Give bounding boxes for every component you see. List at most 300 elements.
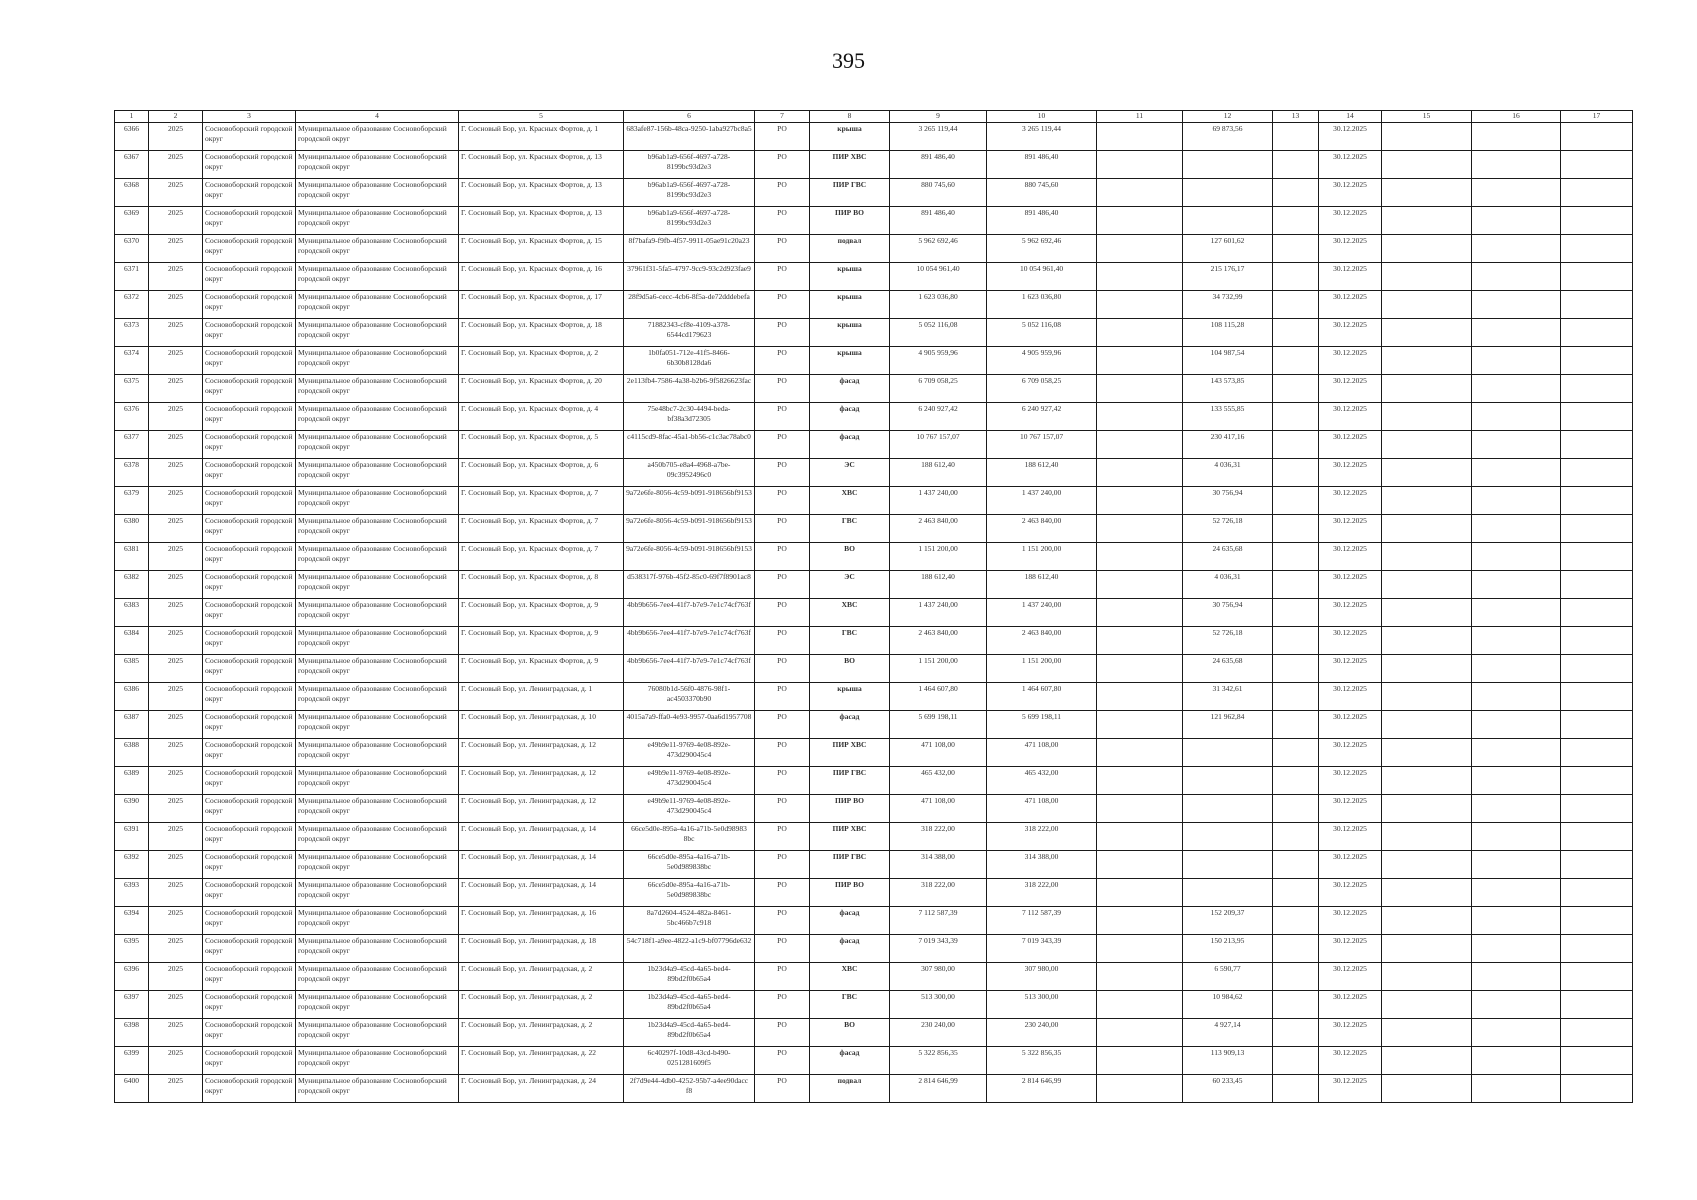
cost-cell: 7 112 587,39 — [890, 907, 987, 935]
column-15-cell — [1382, 207, 1472, 235]
address-cell: Г. Сосновый Бор, ул. Красных Фортов, д. 9 — [459, 627, 624, 655]
table-row — [115, 823, 1633, 851]
row-number-cell: 6372 — [115, 291, 149, 319]
date-cell: 30.12.2025 — [1319, 711, 1382, 739]
date-cell: 30.12.2025 — [1319, 851, 1382, 879]
district-cell: Сосновоборский городской округ — [203, 907, 296, 935]
table-row — [115, 935, 1633, 963]
work-type-cell: фасад — [810, 375, 890, 403]
date-cell: 30.12.2025 — [1319, 403, 1382, 431]
column-15-cell — [1382, 347, 1472, 375]
work-type-cell: ПИР ГВС — [810, 179, 890, 207]
year-cell: 2025 — [149, 1075, 203, 1103]
column-11-cell — [1097, 599, 1183, 627]
date-cell: 30.12.2025 — [1319, 543, 1382, 571]
year-cell: 2025 — [149, 627, 203, 655]
table-row — [115, 319, 1633, 347]
column-11-cell — [1097, 347, 1183, 375]
fund-cell: РО — [755, 319, 810, 347]
work-type-cell: ЭС — [810, 571, 890, 599]
cost-cell: 3 265 119,44 — [890, 123, 987, 151]
column-15-cell — [1382, 739, 1472, 767]
row-number-cell: 6368 — [115, 179, 149, 207]
municipality-cell: Муниципальное образование Сосновоборский городской округ — [296, 487, 459, 515]
house-guid-cell: 1b23d4a9-45cd-4a65-bed4-89bd2f0b65a4 — [624, 963, 755, 991]
municipality-cell: Муниципальное образование Сосновоборский городской округ — [296, 879, 459, 907]
table-row — [115, 795, 1633, 823]
column-16-cell — [1472, 1019, 1561, 1047]
address-cell: Г. Сосновый Бор, ул. Ленинградская, д. 1 — [459, 683, 624, 711]
year-cell: 2025 — [149, 515, 203, 543]
address-cell: Г. Сосновый Бор, ул. Красных Фортов, д. 13 — [459, 207, 624, 235]
column-11-cell — [1097, 935, 1183, 963]
work-type-cell: ПИР ХВС — [810, 739, 890, 767]
column-13-cell — [1273, 543, 1319, 571]
work-type-cell: фасад — [810, 403, 890, 431]
column-17-cell — [1561, 907, 1633, 935]
work-type-cell: ВО — [810, 1019, 890, 1047]
cost-cell: 7 019 343,39 — [890, 935, 987, 963]
column-17-cell — [1561, 879, 1633, 907]
cost-total-cell: 3 265 119,44 — [987, 123, 1097, 151]
municipality-cell: Муниципальное образование Сосновоборский городской округ — [296, 1075, 459, 1103]
fund-cell: РО — [755, 459, 810, 487]
column-15-cell — [1382, 711, 1472, 739]
row-number-cell: 6400 — [115, 1075, 149, 1103]
column-17-cell — [1561, 151, 1633, 179]
fund-cell: РО — [755, 1075, 810, 1103]
municipality-cell: Муниципальное образование Сосновоборский городской округ — [296, 767, 459, 795]
address-cell: Г. Сосновый Бор, ул. Красных Фортов, д. 7 — [459, 515, 624, 543]
column-11-cell — [1097, 375, 1183, 403]
district-cell: Сосновоборский городской округ — [203, 1047, 296, 1075]
fund-cell: РО — [755, 1047, 810, 1075]
municipality-cell: Муниципальное образование Сосновоборский городской округ — [296, 683, 459, 711]
date-cell: 30.12.2025 — [1319, 431, 1382, 459]
address-cell: Г. Сосновый Бор, ул. Ленинградская, д. 14 — [459, 823, 624, 851]
address-cell: Г. Сосновый Бор, ул. Красных Фортов, д. 17 — [459, 291, 624, 319]
column-15-cell — [1382, 599, 1472, 627]
column-15-cell — [1382, 515, 1472, 543]
column-17-cell — [1561, 319, 1633, 347]
address-cell: Г. Сосновый Бор, ул. Ленинградская, д. 24 — [459, 1075, 624, 1103]
year-cell: 2025 — [149, 935, 203, 963]
date-cell: 30.12.2025 — [1319, 767, 1382, 795]
municipality-cell: Муниципальное образование Сосновоборский городской округ — [296, 795, 459, 823]
cost-total-cell: 471 108,00 — [987, 795, 1097, 823]
column-11-cell — [1097, 179, 1183, 207]
work-type-cell: ПИР ВО — [810, 795, 890, 823]
date-cell: 30.12.2025 — [1319, 739, 1382, 767]
column-13-cell — [1273, 627, 1319, 655]
column-17-cell — [1561, 655, 1633, 683]
column-12-cell: 69 873,56 — [1183, 123, 1273, 151]
district-cell: Сосновоборский городской округ — [203, 991, 296, 1019]
house-guid-cell: 4bb9b656-7ee4-41f7-b7e9-7e1c74cf763f — [624, 627, 755, 655]
municipality-cell: Муниципальное образование Сосновоборский городской округ — [296, 263, 459, 291]
column-12-cell: 52 726,18 — [1183, 627, 1273, 655]
municipality-cell: Муниципальное образование Сосновоборский городской округ — [296, 599, 459, 627]
column-11-cell — [1097, 291, 1183, 319]
house-guid-cell: 4bb9b656-7ee4-41f7-b7e9-7e1c74cf763f — [624, 599, 755, 627]
column-number-3: 3 — [203, 111, 296, 123]
cost-total-cell: 880 745,60 — [987, 179, 1097, 207]
year-cell: 2025 — [149, 907, 203, 935]
column-13-cell — [1273, 1075, 1319, 1103]
year-cell: 2025 — [149, 851, 203, 879]
column-17-cell — [1561, 963, 1633, 991]
cost-total-cell: 314 388,00 — [987, 851, 1097, 879]
address-cell: Г. Сосновый Бор, ул. Красных Фортов, д. 16 — [459, 263, 624, 291]
row-number-cell: 6389 — [115, 767, 149, 795]
row-number-cell: 6380 — [115, 515, 149, 543]
fund-cell: РО — [755, 263, 810, 291]
column-16-cell — [1472, 235, 1561, 263]
column-13-cell — [1273, 515, 1319, 543]
column-13-cell — [1273, 571, 1319, 599]
cost-cell: 1 437 240,00 — [890, 599, 987, 627]
column-16-cell — [1472, 627, 1561, 655]
district-cell: Сосновоборский городской округ — [203, 431, 296, 459]
district-cell: Сосновоборский городской округ — [203, 319, 296, 347]
house-guid-cell: e49b9e11-9769-4e08-892e-473d290045c4 — [624, 767, 755, 795]
date-cell: 30.12.2025 — [1319, 627, 1382, 655]
year-cell: 2025 — [149, 151, 203, 179]
cost-total-cell: 5 052 116,08 — [987, 319, 1097, 347]
work-type-cell: ПИР ХВС — [810, 823, 890, 851]
fund-cell: РО — [755, 571, 810, 599]
fund-cell: РО — [755, 375, 810, 403]
column-15-cell — [1382, 655, 1472, 683]
house-guid-cell: 8f7bafa9-f9fb-4f57-9911-05ae91c20a23 — [624, 235, 755, 263]
municipality-cell: Муниципальное образование Сосновоборский городской округ — [296, 319, 459, 347]
date-cell: 30.12.2025 — [1319, 1075, 1382, 1103]
cost-total-cell: 5 699 198,11 — [987, 711, 1097, 739]
column-11-cell — [1097, 207, 1183, 235]
column-11-cell — [1097, 767, 1183, 795]
table-row — [115, 907, 1633, 935]
column-12-cell: 121 962,84 — [1183, 711, 1273, 739]
column-13-cell — [1273, 935, 1319, 963]
column-17-cell — [1561, 683, 1633, 711]
column-17-cell — [1561, 375, 1633, 403]
column-11-cell — [1097, 683, 1183, 711]
column-13-cell — [1273, 459, 1319, 487]
district-cell: Сосновоборский городской округ — [203, 935, 296, 963]
column-12-cell: 24 635,68 — [1183, 655, 1273, 683]
column-13-cell — [1273, 487, 1319, 515]
column-15-cell — [1382, 1075, 1472, 1103]
district-cell: Сосновоборский городской округ — [203, 879, 296, 907]
column-number-17: 17 — [1561, 111, 1633, 123]
municipality-cell: Муниципальное образование Сосновоборский городской округ — [296, 207, 459, 235]
work-type-cell: крыша — [810, 683, 890, 711]
address-cell: Г. Сосновый Бор, ул. Красных Фортов, д. 9 — [459, 599, 624, 627]
date-cell: 30.12.2025 — [1319, 795, 1382, 823]
fund-cell: РО — [755, 935, 810, 963]
cost-total-cell: 513 300,00 — [987, 991, 1097, 1019]
cost-total-cell: 5 962 692,46 — [987, 235, 1097, 263]
work-type-cell: ВО — [810, 543, 890, 571]
district-cell: Сосновоборский городской округ — [203, 767, 296, 795]
column-number-14: 14 — [1319, 111, 1382, 123]
cost-cell: 307 980,00 — [890, 963, 987, 991]
column-12-cell: 143 573,85 — [1183, 375, 1273, 403]
column-number-4: 4 — [296, 111, 459, 123]
year-cell: 2025 — [149, 963, 203, 991]
district-cell: Сосновоборский городской округ — [203, 823, 296, 851]
column-17-cell — [1561, 571, 1633, 599]
column-17-cell — [1561, 263, 1633, 291]
district-cell: Сосновоборский городской округ — [203, 543, 296, 571]
column-15-cell — [1382, 235, 1472, 263]
column-15-cell — [1382, 795, 1472, 823]
fund-cell: РО — [755, 991, 810, 1019]
page-number: 395 — [832, 48, 865, 73]
table-row — [115, 375, 1633, 403]
cost-total-cell: 471 108,00 — [987, 739, 1097, 767]
year-cell: 2025 — [149, 1019, 203, 1047]
column-17-cell — [1561, 935, 1633, 963]
column-16-cell — [1472, 571, 1561, 599]
column-11-cell — [1097, 991, 1183, 1019]
column-11-cell — [1097, 1019, 1183, 1047]
date-cell: 30.12.2025 — [1319, 823, 1382, 851]
column-number-6: 6 — [624, 111, 755, 123]
year-cell: 2025 — [149, 235, 203, 263]
house-guid-cell: 9a72e6fe-8056-4c59-b091-918656bf9153 — [624, 543, 755, 571]
work-type-cell: фасад — [810, 907, 890, 935]
municipality-cell: Муниципальное образование Сосновоборский городской округ — [296, 403, 459, 431]
row-number-cell: 6379 — [115, 487, 149, 515]
address-cell: Г. Сосновый Бор, ул. Ленинградская, д. 12 — [459, 795, 624, 823]
district-cell: Сосновоборский городской округ — [203, 711, 296, 739]
column-16-cell — [1472, 963, 1561, 991]
column-12-cell — [1183, 207, 1273, 235]
address-cell: Г. Сосновый Бор, ул. Красных Фортов, д. 7 — [459, 543, 624, 571]
house-guid-cell: 4015a7a9-ffa0-4e93-9957-0aa6d1957708 — [624, 711, 755, 739]
district-cell: Сосновоборский городской округ — [203, 1075, 296, 1103]
address-cell: Г. Сосновый Бор, ул. Красных Фортов, д. 6 — [459, 459, 624, 487]
district-cell: Сосновоборский городской округ — [203, 263, 296, 291]
cost-cell: 5 052 116,08 — [890, 319, 987, 347]
table-row — [115, 683, 1633, 711]
work-type-cell: ЭС — [810, 459, 890, 487]
column-12-cell — [1183, 879, 1273, 907]
column-15-cell — [1382, 431, 1472, 459]
column-15-cell — [1382, 935, 1472, 963]
fund-cell: РО — [755, 795, 810, 823]
work-type-cell: подвал — [810, 1075, 890, 1103]
date-cell: 30.12.2025 — [1319, 963, 1382, 991]
column-17-cell — [1561, 739, 1633, 767]
row-number-cell: 6377 — [115, 431, 149, 459]
work-type-cell: фасад — [810, 1047, 890, 1075]
column-16-cell — [1472, 515, 1561, 543]
year-cell: 2025 — [149, 431, 203, 459]
column-16-cell — [1472, 935, 1561, 963]
district-cell: Сосновоборский городской округ — [203, 963, 296, 991]
column-15-cell — [1382, 963, 1472, 991]
municipality-cell: Муниципальное образование Сосновоборский городской округ — [296, 739, 459, 767]
column-number-9: 9 — [890, 111, 987, 123]
house-guid-cell: 8a7d2604-4524-482a-8461-5bc466b7c918 — [624, 907, 755, 935]
row-number-cell: 6374 — [115, 347, 149, 375]
column-12-cell: 215 176,17 — [1183, 263, 1273, 291]
work-type-cell: ГВС — [810, 991, 890, 1019]
year-cell: 2025 — [149, 823, 203, 851]
column-12-cell: 152 209,37 — [1183, 907, 1273, 935]
row-number-cell: 6376 — [115, 403, 149, 431]
municipality-cell: Муниципальное образование Сосновоборский городской округ — [296, 291, 459, 319]
column-12-cell: 34 732,99 — [1183, 291, 1273, 319]
row-number-cell: 6369 — [115, 207, 149, 235]
fund-cell: РО — [755, 403, 810, 431]
column-17-cell — [1561, 599, 1633, 627]
municipality-cell: Муниципальное образование Сосновоборский городской округ — [296, 627, 459, 655]
house-guid-cell: 2f7d9e44-4db0-4252-95b7-a4ee90dacc f8 — [624, 1075, 755, 1103]
work-type-cell: крыша — [810, 319, 890, 347]
house-guid-cell: 1b0fa051-712e-41f5-8466-6b30b8128da6 — [624, 347, 755, 375]
column-12-cell: 4 036,31 — [1183, 459, 1273, 487]
row-number-cell: 6382 — [115, 571, 149, 599]
column-16-cell — [1472, 907, 1561, 935]
cost-cell: 5 962 692,46 — [890, 235, 987, 263]
cost-total-cell: 7 019 343,39 — [987, 935, 1097, 963]
fund-cell: РО — [755, 347, 810, 375]
cost-cell: 5 699 198,11 — [890, 711, 987, 739]
column-13-cell — [1273, 375, 1319, 403]
table-body — [115, 123, 1633, 1103]
municipality-cell: Муниципальное образование Сосновоборский городской округ — [296, 851, 459, 879]
cost-cell: 1 437 240,00 — [890, 487, 987, 515]
column-17-cell — [1561, 291, 1633, 319]
column-13-cell — [1273, 179, 1319, 207]
column-15-cell — [1382, 123, 1472, 151]
year-cell: 2025 — [149, 319, 203, 347]
column-11-cell — [1097, 963, 1183, 991]
column-16-cell — [1472, 1047, 1561, 1075]
column-number-12: 12 — [1183, 111, 1273, 123]
cost-total-cell: 230 240,00 — [987, 1019, 1097, 1047]
register-table — [114, 110, 1633, 1103]
cost-cell: 10 054 961,40 — [890, 263, 987, 291]
column-number-2: 2 — [149, 111, 203, 123]
district-cell: Сосновоборский городской округ — [203, 403, 296, 431]
address-cell: Г. Сосновый Бор, ул. Красных Фортов, д. 13 — [459, 179, 624, 207]
house-guid-cell: 37961f31-5fa5-4797-9cc9-93c2d923fae9 — [624, 263, 755, 291]
house-guid-cell: 1b23d4a9-45cd-4a65-bed4-89bd2f0b65a4 — [624, 1019, 755, 1047]
column-number-7: 7 — [755, 111, 810, 123]
column-13-cell — [1273, 823, 1319, 851]
municipality-cell: Муниципальное образование Сосновоборский городской округ — [296, 991, 459, 1019]
cost-cell: 1 464 607,80 — [890, 683, 987, 711]
column-11-cell — [1097, 711, 1183, 739]
column-16-cell — [1472, 123, 1561, 151]
column-13-cell — [1273, 991, 1319, 1019]
fund-cell: РО — [755, 151, 810, 179]
work-type-cell: фасад — [810, 431, 890, 459]
column-11-cell — [1097, 823, 1183, 851]
house-guid-cell: 2e113fb4-7586-4a38-b2b6-9f5826623fac — [624, 375, 755, 403]
work-type-cell: подвал — [810, 235, 890, 263]
work-type-cell: крыша — [810, 123, 890, 151]
column-13-cell — [1273, 907, 1319, 935]
cost-total-cell: 1 437 240,00 — [987, 487, 1097, 515]
table-row — [115, 599, 1633, 627]
column-11-cell — [1097, 795, 1183, 823]
address-cell: Г. Сосновый Бор, ул. Красных Фортов, д. 4 — [459, 403, 624, 431]
row-number-cell: 6396 — [115, 963, 149, 991]
date-cell: 30.12.2025 — [1319, 1047, 1382, 1075]
house-guid-cell: 71882343-cf8e-4109-a378-6544cd179623 — [624, 319, 755, 347]
column-11-cell — [1097, 655, 1183, 683]
column-13-cell — [1273, 347, 1319, 375]
column-16-cell — [1472, 151, 1561, 179]
municipality-cell: Муниципальное образование Сосновоборский городской округ — [296, 823, 459, 851]
year-cell: 2025 — [149, 291, 203, 319]
fund-cell: РО — [755, 907, 810, 935]
work-type-cell: фасад — [810, 935, 890, 963]
row-number-cell: 6378 — [115, 459, 149, 487]
address-cell: Г. Сосновый Бор, ул. Красных Фортов, д. 5 — [459, 431, 624, 459]
row-number-cell: 6393 — [115, 879, 149, 907]
table-row — [115, 459, 1633, 487]
column-17-cell — [1561, 1019, 1633, 1047]
column-number-1: 1 — [115, 111, 149, 123]
year-cell: 2025 — [149, 739, 203, 767]
column-15-cell — [1382, 991, 1472, 1019]
table-row — [115, 1075, 1633, 1103]
fund-cell: РО — [755, 235, 810, 263]
column-16-cell — [1472, 823, 1561, 851]
column-16-cell — [1472, 1075, 1561, 1103]
municipality-cell: Муниципальное образование Сосновоборский городской округ — [296, 935, 459, 963]
table-row — [115, 291, 1633, 319]
cost-cell: 880 745,60 — [890, 179, 987, 207]
cost-cell: 1 623 036,80 — [890, 291, 987, 319]
year-cell: 2025 — [149, 487, 203, 515]
municipality-cell: Муниципальное образование Сосновоборский городской округ — [296, 515, 459, 543]
column-15-cell — [1382, 291, 1472, 319]
column-17-cell — [1561, 515, 1633, 543]
cost-cell: 318 222,00 — [890, 879, 987, 907]
table-row — [115, 179, 1633, 207]
column-number-13: 13 — [1273, 111, 1319, 123]
column-15-cell — [1382, 179, 1472, 207]
column-11-cell — [1097, 235, 1183, 263]
fund-cell: РО — [755, 683, 810, 711]
date-cell: 30.12.2025 — [1319, 907, 1382, 935]
cost-total-cell: 7 112 587,39 — [987, 907, 1097, 935]
district-cell: Сосновоборский городской округ — [203, 683, 296, 711]
column-13-cell — [1273, 235, 1319, 263]
municipality-cell: Муниципальное образование Сосновоборский городской округ — [296, 655, 459, 683]
work-type-cell: ПИР ГВС — [810, 851, 890, 879]
date-cell: 30.12.2025 — [1319, 375, 1382, 403]
column-13-cell — [1273, 599, 1319, 627]
municipality-cell: Муниципальное образование Сосновоборский городской округ — [296, 963, 459, 991]
column-13-cell — [1273, 1047, 1319, 1075]
district-cell: Сосновоборский городской округ — [203, 795, 296, 823]
cost-total-cell: 2 463 840,00 — [987, 515, 1097, 543]
house-guid-cell: 66ce5d0e-895a-4a16-a71b-5e0d989838bc — [624, 851, 755, 879]
column-15-cell — [1382, 1047, 1472, 1075]
cost-total-cell: 6 240 927,42 — [987, 403, 1097, 431]
column-16-cell — [1472, 291, 1561, 319]
row-number-cell: 6399 — [115, 1047, 149, 1075]
municipality-cell: Муниципальное образование Сосновоборский городской округ — [296, 151, 459, 179]
